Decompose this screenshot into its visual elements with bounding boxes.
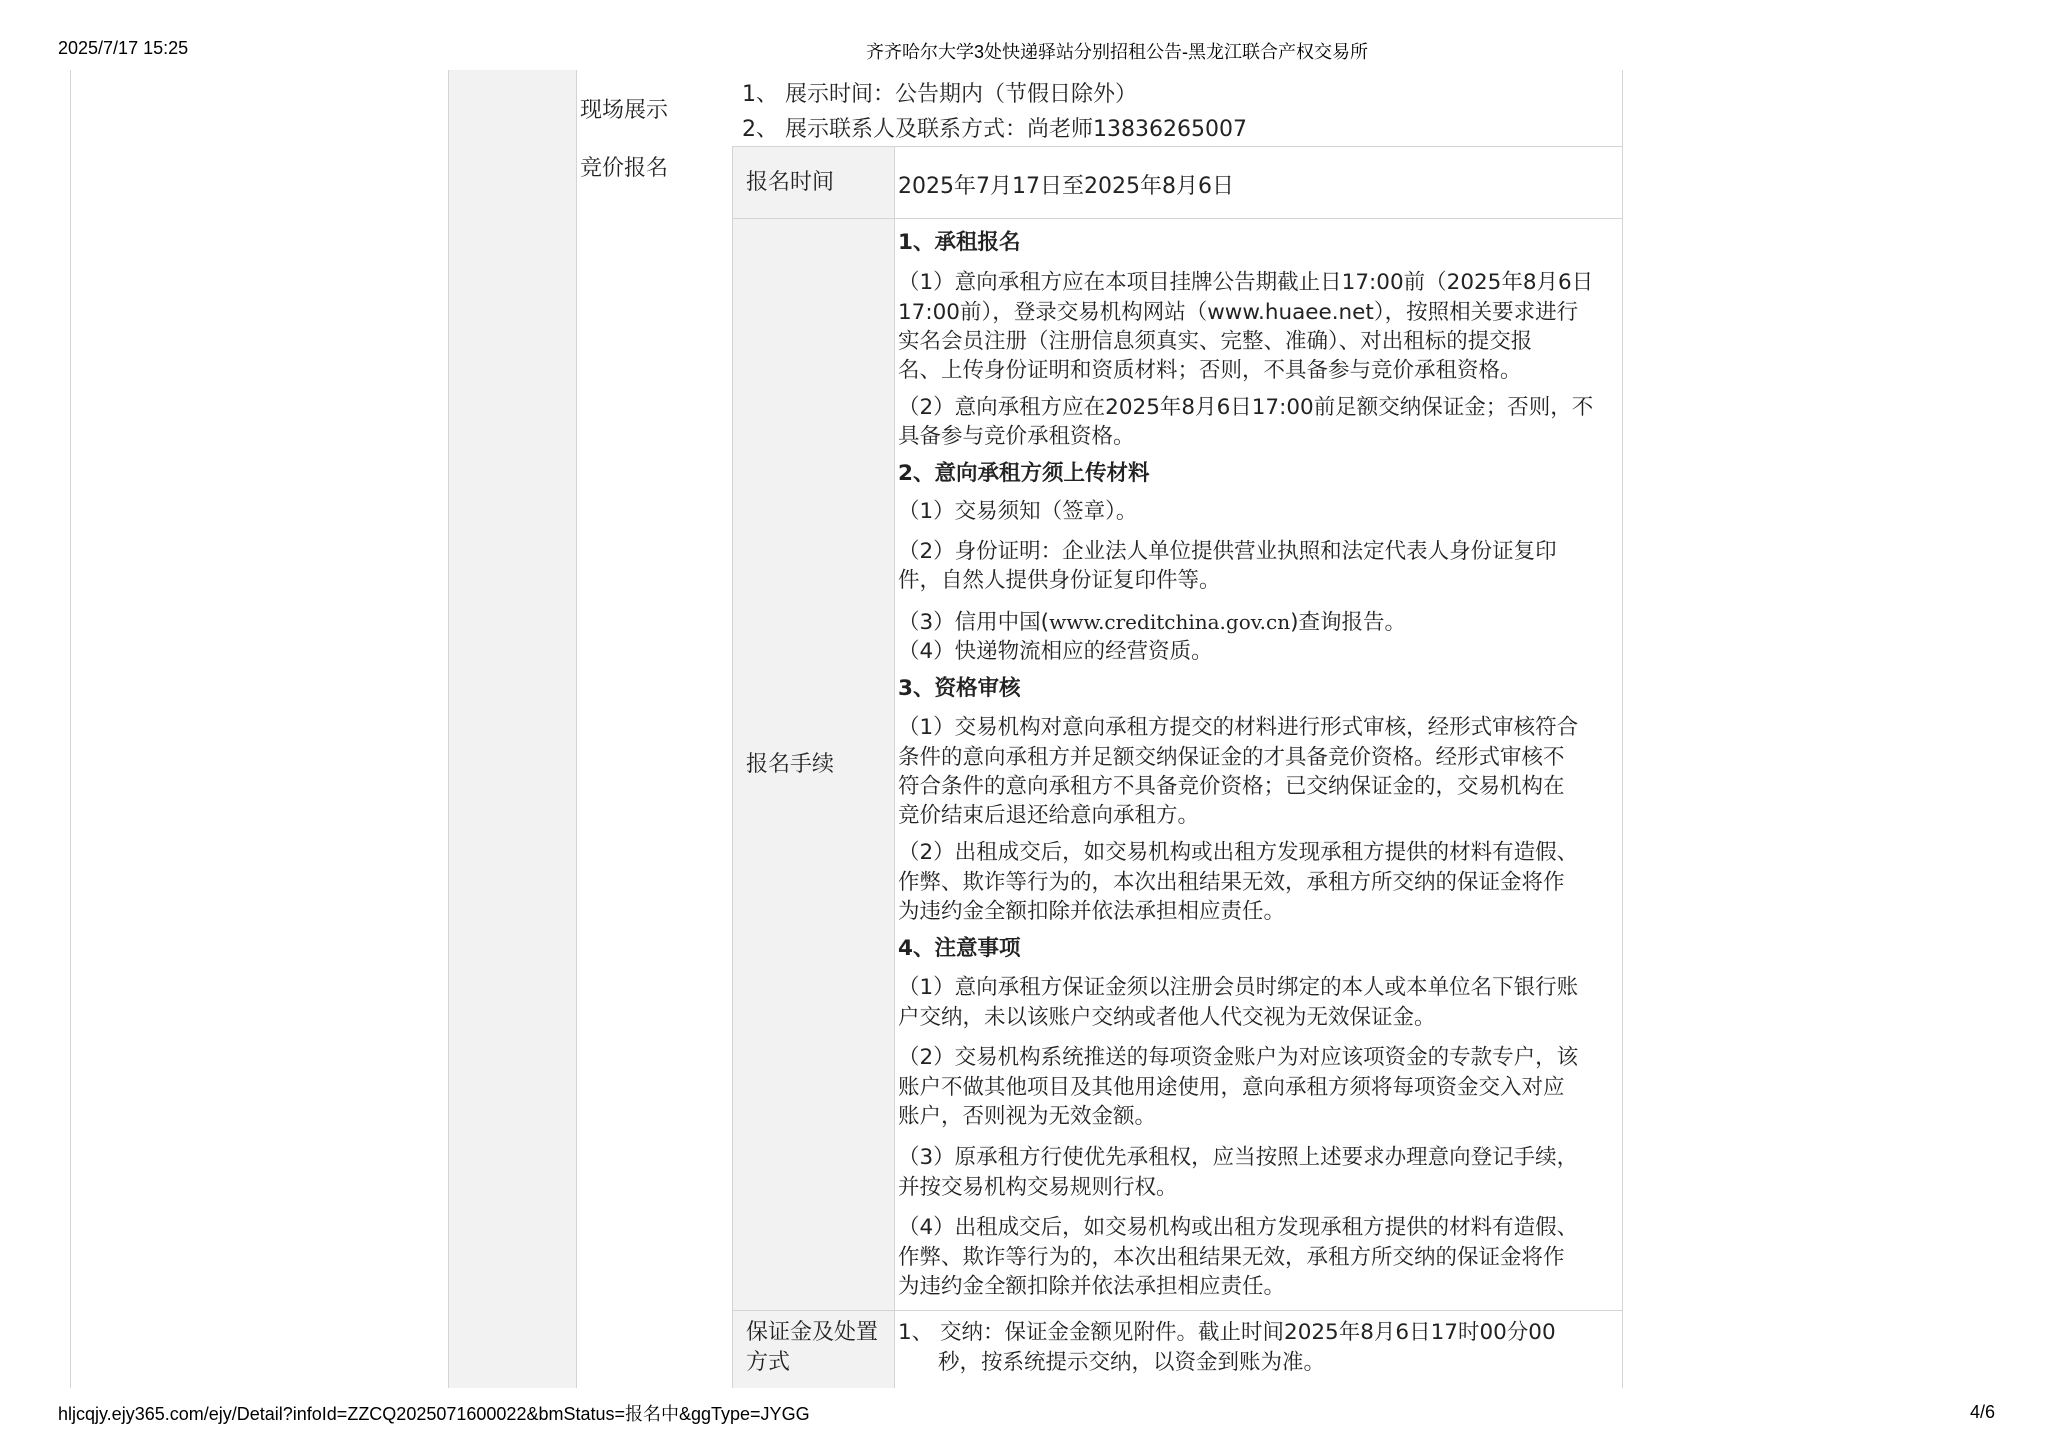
on-site-display-line2: 2、 展示联系人及联系方式：尚老师13836265007	[742, 117, 1247, 142]
procedure-s4p2-line: 账户，否则视为无效金额。	[898, 1104, 1157, 1129]
procedure-s4p2-line: （2）交易机构系统推送的每项资金账户为对应该项资金的专款专户，该	[898, 1045, 1579, 1070]
table-divider-sub	[732, 146, 733, 1388]
row-divider-time	[732, 218, 1622, 219]
registration-procedure-label: 报名手续	[746, 752, 835, 777]
procedure-s1p2-line: 具备参与竞价承租资格。	[898, 424, 1135, 449]
page-left-border	[70, 70, 71, 1388]
procedure-s2p4: （4）快递物流相应的经营资质。	[898, 639, 1213, 664]
procedure-s4p1-line: （1）意向承租方保证金须以注册会员时绑定的本人或本单位名下银行账	[898, 975, 1579, 1000]
bidding-registration-label: 竞价报名	[580, 156, 669, 181]
procedure-s3p1-line: 符合条件的意向承租方不具备竞价资格；已交纳保证金的，交易机构在	[898, 774, 1565, 799]
registration-time-value: 2025年7月17日至2025年8月6日	[898, 174, 1234, 199]
procedure-s4p2-line: 账户不做其他项目及其他用途使用，意向承租方须将每项资金交入对应	[898, 1075, 1565, 1100]
table-border-left	[448, 70, 449, 1388]
procedure-heading-4: 4、注意事项	[898, 936, 1021, 961]
procedure-heading-3: 3、资格审核	[898, 676, 1021, 701]
on-site-display-label: 现场展示	[580, 98, 669, 123]
procedure-s3p2-line: 为违约金全额扣除并依法承担相应责任。	[898, 899, 1286, 924]
row-divider-procedure	[732, 1310, 1622, 1311]
procedure-s3p2-line: 作弊、欺诈等行为的，本次出租结果无效，承租方所交纳的保证金将作	[898, 870, 1565, 895]
procedure-s1p1-line: （1）意向承租方应在本项目挂牌公告期截止日17:00前（2025年8月6日	[898, 270, 1594, 295]
print-url: hljcqjy.ejy365.com/ejy/Detail?infoId=ZZCQ2025071600022&bmStatus=报名中&ggType=JYGG	[58, 1404, 810, 1424]
procedure-s1p1-line: 名、上传身份证明和资质材料；否则，不具备参与竞价承租资格。	[898, 358, 1522, 383]
procedure-s4p4-line: 作弊、欺诈等行为的，本次出租结果无效，承租方所交纳的保证金将作	[898, 1245, 1565, 1270]
procedure-s3p1-line: 条件的意向承租方并足额交纳保证金的才具备竞价资格。经形式审核不	[898, 745, 1565, 770]
registration-time-label: 报名时间	[746, 170, 835, 195]
table-divider-label	[576, 70, 577, 1388]
procedure-s2p2-line: 件，自然人提供身份证复印件等。	[898, 568, 1221, 593]
deposit-line1: 1、 交纳：保证金金额见附件。截止时间2025年8月6日17时00分00	[898, 1320, 1556, 1345]
procedure-s4p4-line: （4）出租成交后，如交易机构或出租方发现承租方提供的材料有造假、	[898, 1215, 1579, 1240]
procedure-s4p4-line: 为违约金全额扣除并依法承担相应责任。	[898, 1274, 1286, 1299]
table-border-right	[1622, 70, 1623, 1388]
procedure-s1p2-line: （2）意向承租方应在2025年8月6日17:00前足额交纳保证金；否则，不	[898, 395, 1594, 420]
procedure-heading-1: 1、承租报名	[898, 230, 1021, 255]
procedure-s2p3: （3）信用中国(www.creditchina.gov.cn)查询报告。	[898, 610, 1406, 635]
row-divider-display	[732, 146, 1622, 147]
procedure-s3p1-line: （1）交易机构对意向承租方提交的材料进行形式审核，经形式审核符合	[898, 715, 1579, 740]
print-datetime: 2025/7/17 15:25	[58, 38, 189, 58]
table-grey-column-left	[448, 70, 576, 1388]
procedure-s1p1-line: 17:00前），登录交易机构网站（www.huaee.net），按照相关要求进行	[898, 300, 1579, 325]
procedure-s3p2-line: （2）出租成交后，如交易机构或出租方发现承租方提供的材料有造假、	[898, 840, 1579, 865]
print-page-title: 齐齐哈尔大学3处快递驿站分别招租公告-黑龙江联合产权交易所	[866, 42, 1369, 62]
deposit-line2: 秒，按系统提示交纳，以资金到账为准。	[938, 1350, 1326, 1375]
creditchina-url: www.creditchina.gov.cn	[1049, 610, 1291, 634]
on-site-display-line1: 1、 展示时间：公告期内（节假日除外）	[742, 82, 1137, 107]
procedure-s4p3-line: （3）原承租方行使优先承租权，应当按照上述要求办理意向登记手续，	[898, 1145, 1579, 1170]
procedure-s3p1-line: 竞价结束后退还给意向承租方。	[898, 803, 1200, 828]
print-page-number: 4/6	[1970, 1402, 1996, 1422]
procedure-s1p1-line: 实名会员注册（注册信息须真实、完整、准确）、对出租标的提交报	[898, 329, 1533, 354]
procedure-s4p1-line: 户交纳，未以该账户交纳或者他人代交视为无效保证金。	[898, 1005, 1436, 1030]
deposit-label-line1: 保证金及处置	[746, 1320, 879, 1345]
procedure-s4p3-line: 并按交易机构交易规则行权。	[898, 1175, 1178, 1200]
procedure-heading-2: 2、意向承租方须上传材料	[898, 461, 1150, 486]
procedure-s2p1: （1）交易须知（签章）。	[898, 499, 1138, 524]
table-divider-value	[894, 146, 895, 1388]
deposit-label-line2: 方式	[746, 1350, 791, 1375]
procedure-s2p2-line: （2）身份证明：企业法人单位提供营业执照和法定代表人身份证复印	[898, 539, 1557, 564]
